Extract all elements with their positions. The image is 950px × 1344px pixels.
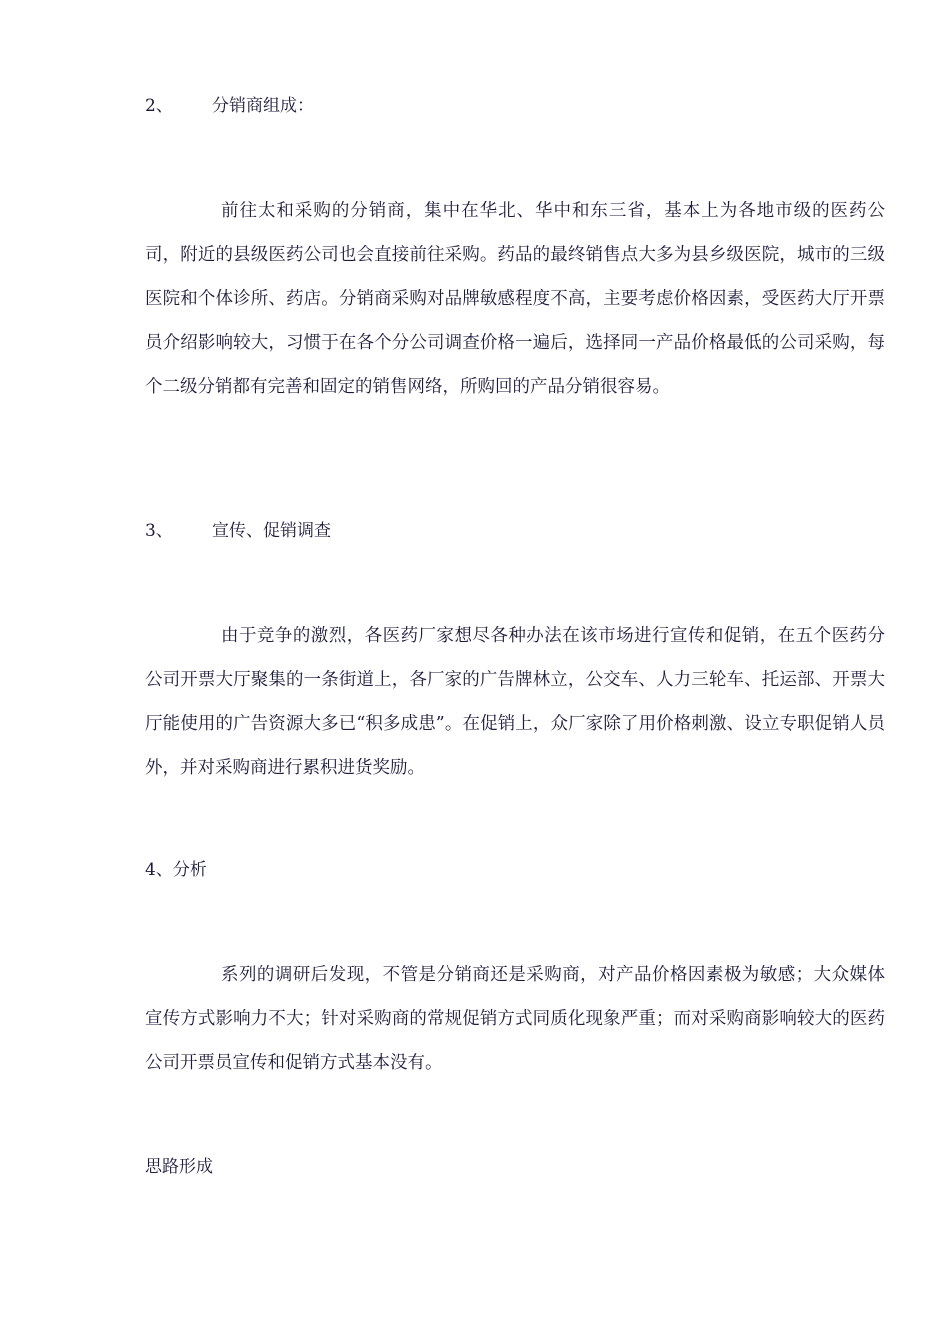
section-paragraph-3: 由于竞争的激烈，各医药厂家想尽各种办法在该市场进行宣传和促销，在五个医药分公司开票大厅聚集的一条街道上，各厂家的广告牌林立，公交车、人力三轮车、托运部、开票大厅能使用的广告资源大多已“积多成患”。在促销上，众厂家除了用价格刺激、设立专职促销人员外，并对采购商进行累积进货奖励。 <box>145 626 885 778</box>
section-heading-2 <box>145 95 314 117</box>
section-number: 3、 <box>145 521 173 541</box>
section-paragraph-4: 系列的调研后发现，不管是分销商还是采购商，对产品价格因素极为敏感；大众媒体宣传方式影响力不大；针对采购商的常规促销方式同质化现象严重；而对采购商影响较大的医药公司开票员宣传和促销方式基本没有。 <box>145 965 885 1073</box>
section-title: 分销商组成： <box>212 96 314 116</box>
section-paragraph-2: 前往太和采购的分销商，集中在华北、华中和东三省，基本上为各地市级的医药公司，附近的县级医药公司也会直接前往采购。药品的最终销售点大多为县乡级医院，城市的三级医院和个体诊所、药店。分销商采购对品牌敏感程度不高，主要考虑价格因素，受医药大厅开票员介绍影响较大，习惯于在各个分公司调查价格一遍后，选择同一产品价格最低的公司采购，每个二级分销都有完善和固定的销售网络，所购回的产品分销很容易。 <box>145 201 885 397</box>
section-number: 2、 <box>145 96 173 116</box>
section-heading-3 <box>145 520 331 542</box>
section-heading-4 <box>145 859 207 881</box>
final-heading: 思路形成 <box>145 1157 213 1177</box>
section-title: 宣传、促销调查 <box>212 521 331 541</box>
section-number: 4、 <box>145 860 173 880</box>
section-title: 分析 <box>172 860 207 880</box>
